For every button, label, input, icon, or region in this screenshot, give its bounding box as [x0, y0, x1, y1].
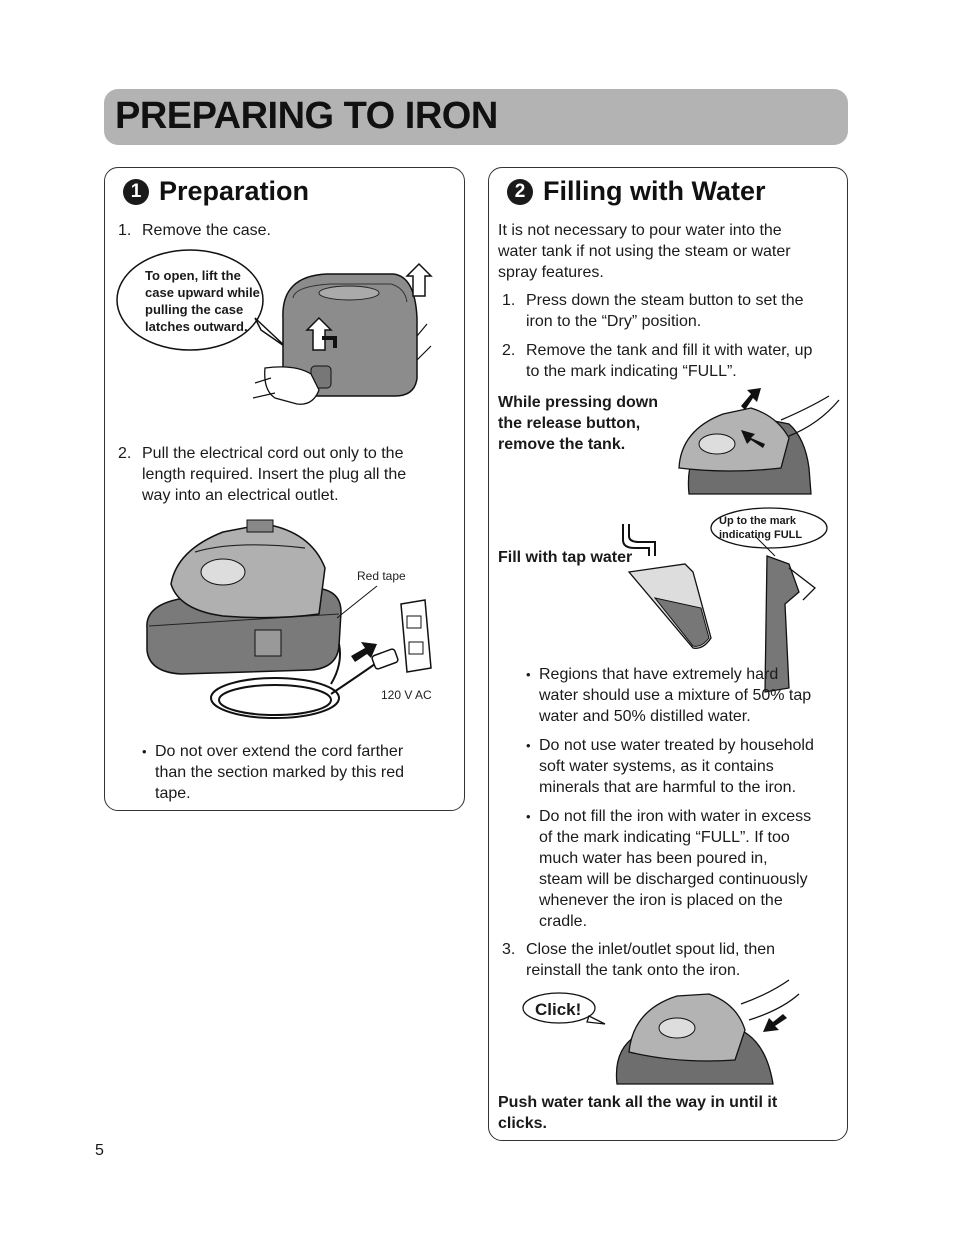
- preparation-panel: 1 Preparation 1. Remove the case. To open, lift the case upward while pulling the case latches outward. 2. Pull the electrical cord out only to the length required. Insert the plug all the way into an electrical outlet. Red tape 120 V AC • Do not over extend the cord farther than the section marked by this red tape.: [104, 167, 465, 811]
- section-title: Filling with Water: [543, 176, 766, 206]
- tap-water-caption: Fill with tap water: [498, 549, 633, 566]
- voltage-label: 120 V AC: [381, 688, 432, 702]
- section-title: Preparation: [159, 176, 310, 206]
- case-open-callout: To open, lift the case upward while pulling the case latches outward.: [145, 268, 260, 334]
- page-number: 5: [95, 1142, 104, 1159]
- filling-panel: 2 Filling with Water It is not necessary to pour water into the water tank if not using the steam or water spray features. 1. Press down the steam button to set the iron to the “Dry” position. 2. Remove the tank and fill it with water, up to the mark indicating “FULL”. While pressing down the release button, remove the tank. Up to the mark indicating FULL Fill with tap water • Regions that have extremely hard water should use a mixture of 50% tap water and 50% distilled water. • Do not use water treated by household soft water systems, as it contains minerals that are harmful to the iron. • Do not fill the iron with water in excess of the mark indicating “FULL”. If too much water has been poured in, steam will be discharged continuously whenever the iron is placed on the cradle. 3. Close the inlet/outlet spout lid, then reinstall the tank onto the iron. Click! Push water tank all the way in until it clicks.: [488, 167, 848, 1141]
- full-mark-callout: Up to the mark indicating FULL: [719, 515, 803, 541]
- click-label: Click!: [535, 1000, 582, 1019]
- page-title-bar: [104, 89, 848, 145]
- page-title: PREPARING TO IRON: [115, 95, 498, 137]
- section-number-badge: 1: [123, 179, 149, 205]
- tank-removal-illustration: [489, 168, 847, 1140]
- red-tape-label: Red tape: [357, 569, 406, 583]
- section-number-badge: 2: [507, 179, 533, 205]
- iron-cord-illustration: [105, 168, 464, 810]
- release-caption: While pressing down the release button, remove the tank.: [498, 394, 659, 453]
- push-tank-caption: Push water tank all the way in until it clicks.: [498, 1094, 778, 1132]
- filling-intro: It is not necessary to pour water into the water tank if not using the steam or water spray features.: [498, 222, 791, 281]
